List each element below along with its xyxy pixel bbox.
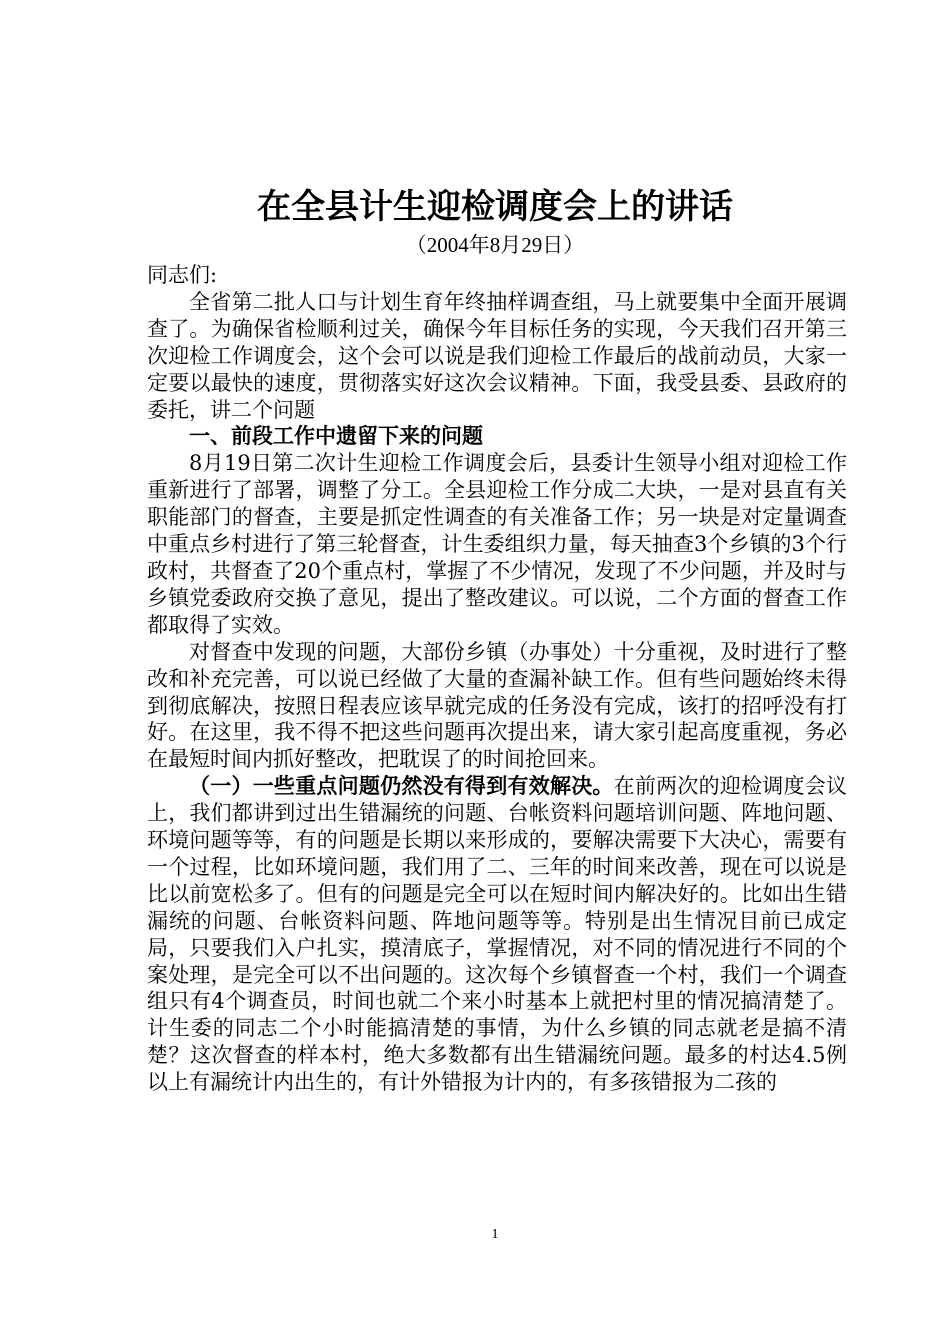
- subheading-1: （一）一些重点问题仍然没有得到有效解决。: [189, 773, 614, 799]
- section-heading-1: 一、前段工作中遗留下来的问题: [189, 424, 483, 449]
- paragraph-2: 8月19日第二次计生迎检工作调度会后，县委计生领导小组对迎检工作重新进行了部署，调整了分工。全县迎检工作分成二大块，一是对县直有关职能部门的督查，主要是抓定性调查的有关准备工作；另一块是对定量调查中重点乡村进行了第三轮督查，计生委组织力量，每天抽查3个乡镇的3个行政村，共督查了20个重点村，掌握了不少情况，发现了不少问题，并及时与乡镇党委政府交换了意见，提出了整改建议。可以说，二个方面的督查工作都取得了实效。: [147, 451, 847, 637]
- document-body: [147, 262, 847, 1096]
- paragraph-3: 对督查中发现的问题，大部份乡镇（办事处）十分重视，及时进行了整改和补充完善，可以说已经做了大量的查漏补缺工作。但有些问题始终未得到彻底解决，按照日程表应该早就完成的任务没有完成，该打的招呼没有打好。在这里，我不得不把这些问题再次提出来，请大家引起高度重视，务必在最短时间内抓好整改，把耽误了的时间抢回来。: [147, 639, 847, 772]
- speech-date: （2004年8月29日）: [405, 233, 585, 257]
- paragraph-4: [147, 773, 847, 1096]
- page-number: 1: [491, 1227, 499, 1242]
- paragraph-intro: 全省第二批人口与计划生育年终抽样调查组，马上就要集中全面开展调查了。为确保省检顺利过关，确保今年目标任务的实现，今天我们召开第三次迎检工作调度会，这个会可以说是我们迎检工作最后的战前动员，大家一定要以最快的速度，贯彻落实好这次会议精神。下面，我受县委、县政府的委托，讲二个问题: [147, 289, 847, 422]
- salutation: 同志们:: [147, 263, 218, 287]
- paragraph-4-text: 在前两次的迎检调度会议上，我们都讲到过出生错漏统的问题、台帐资料问题培训问题、阵地问题、环境问题等等，有的问题是长期以来形成的，要解决需要下大决心，需要有一个过程，比如环境问题，我们用了二、三年的时间来改善，现在可以说是比以前宽松多了。但有的问题是完全可以在短时间内解决好的。比如出生错漏统的问题、台帐资料问题、阵地问题等等。特别是出生情况目前已成定局，只要我们入户扎实，摸清底子，掌握情况，对不同的情况进行不同的个案处理，是完全可以不出问题的。这次每个乡镇督查一个村，我们一个调查组只有4个调查员，时间也就二个来小时基本上就把村里的情况搞清楚了。计生委的同志二个小时能搞清楚的事情，为什么乡镇的同志就老是搞不清楚？这次督查的样本村，绝大多数都有出生错漏统问题。最多的村达4.5例以上有漏统计内出生的，有计外错报为计内的，有多孩错报为二孩的: [147, 774, 848, 1095]
- document-title: 在全县计生迎检调度会上的讲话: [257, 187, 733, 227]
